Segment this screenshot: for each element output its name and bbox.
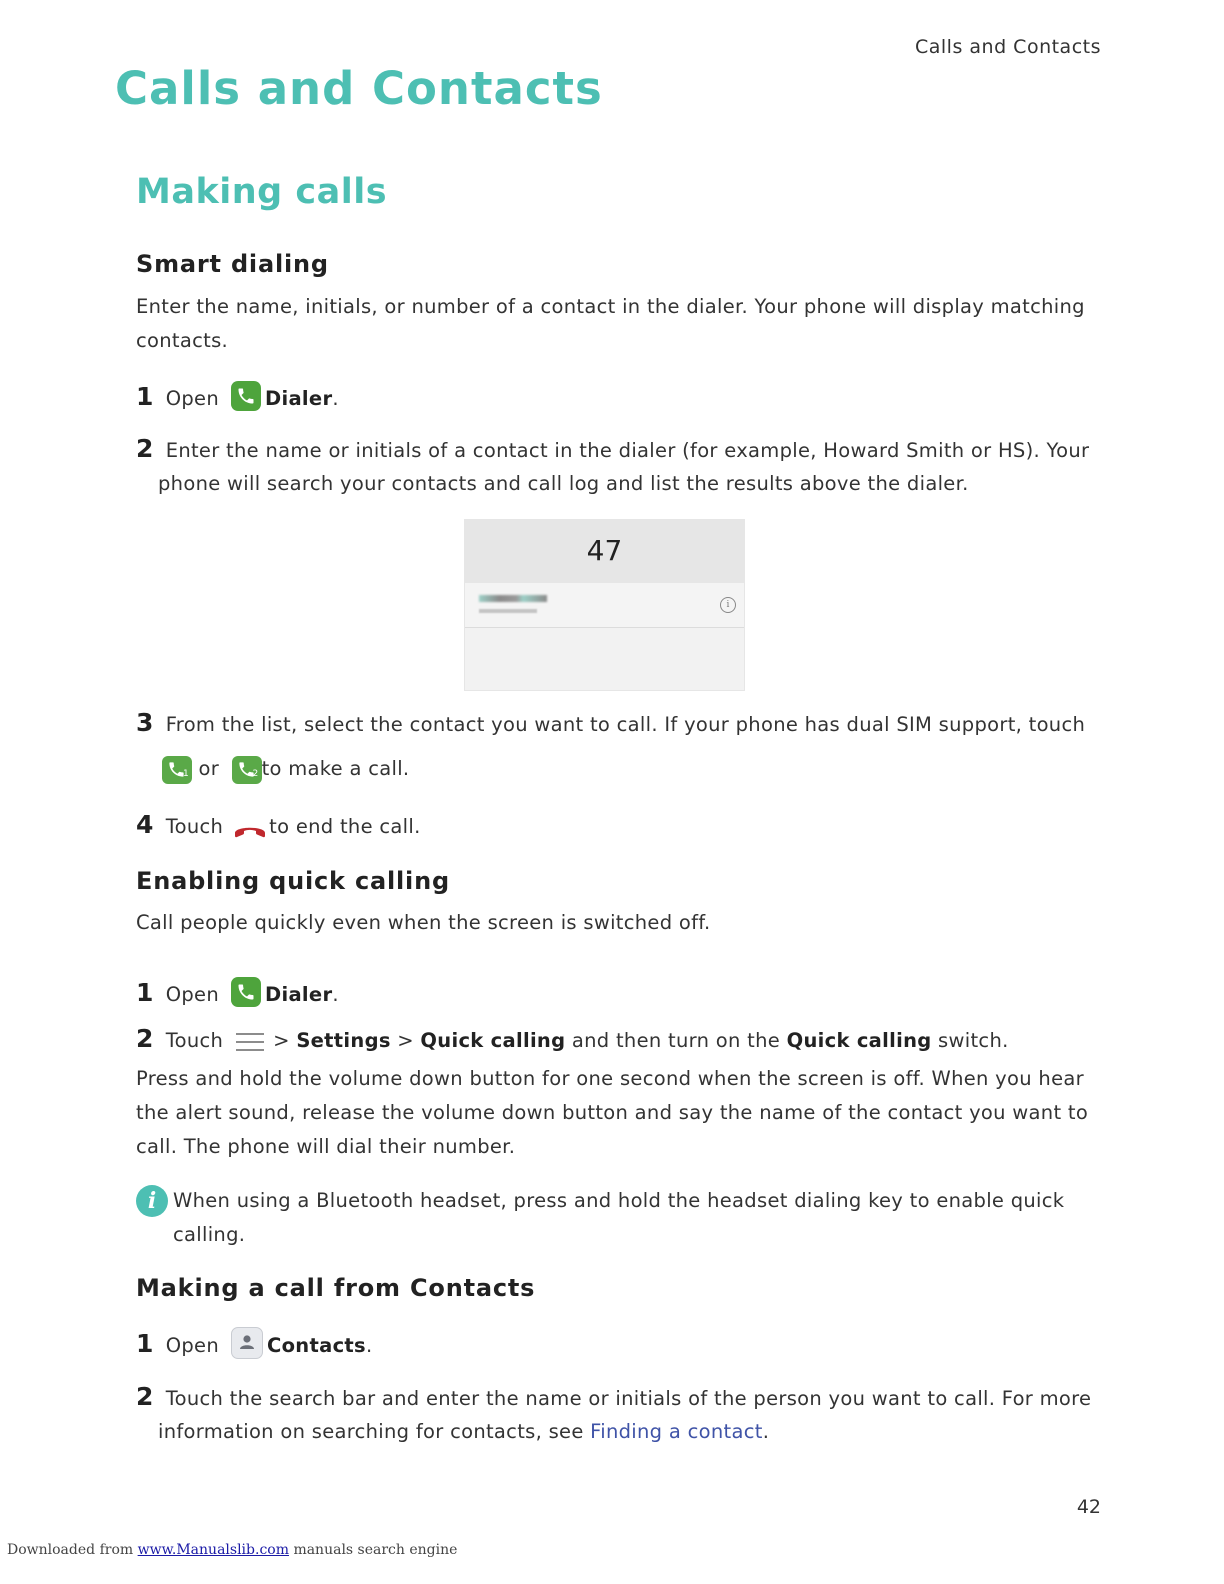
or-text: or bbox=[198, 757, 220, 780]
separator: > bbox=[397, 1029, 414, 1052]
step-end: to make a call. bbox=[261, 757, 410, 780]
download-footer bbox=[7, 1542, 457, 1558]
step-number: 2 bbox=[136, 1024, 154, 1053]
step-number: 3 bbox=[136, 708, 154, 737]
dialer-screenshot bbox=[464, 519, 745, 691]
blurred-contact-number bbox=[479, 609, 537, 613]
chapter-title: Calls and Contacts bbox=[115, 62, 603, 115]
footer-suffix: manuals search engine bbox=[293, 1542, 458, 1558]
page-number: 42 bbox=[1076, 1496, 1101, 1518]
step-text: information on searching for contacts, see bbox=[158, 1420, 584, 1443]
step-number: 1 bbox=[136, 1329, 154, 1358]
quick-calling-step-2 bbox=[136, 1022, 1009, 1058]
step-end: to end the call. bbox=[269, 815, 421, 838]
step-end: . bbox=[365, 1334, 373, 1357]
step-number: 2 bbox=[136, 1382, 154, 1411]
dialer-label: Dialer bbox=[265, 983, 333, 1006]
smart-dialing-step-1 bbox=[136, 380, 339, 416]
quick-calling-heading: Enabling quick calling bbox=[136, 867, 450, 895]
quick-calling-intro: Call people quickly even when the screen is switched off. bbox=[136, 911, 711, 934]
settings-label: Settings bbox=[296, 1029, 391, 1052]
running-header: Calls and Contacts bbox=[914, 36, 1101, 58]
smart-dialing-step-4 bbox=[136, 808, 421, 844]
phone-app-icon bbox=[231, 977, 261, 1007]
smart-dialing-step-3 bbox=[136, 706, 1085, 742]
smart-dialing-step-3-cont bbox=[162, 752, 409, 786]
from-contacts-heading: Making a call from Contacts bbox=[136, 1274, 536, 1302]
quick-calling-label: Quick calling bbox=[420, 1029, 566, 1052]
phone-app-icon bbox=[231, 381, 261, 411]
smart-dialing-heading: Smart dialing bbox=[136, 250, 329, 278]
contacts-label: Contacts bbox=[267, 1334, 366, 1357]
quick-calling-step-1 bbox=[136, 976, 339, 1012]
dialer-label: Dialer bbox=[265, 387, 333, 410]
info-note-icon: i bbox=[136, 1185, 168, 1217]
sim2-call-icon bbox=[232, 756, 262, 784]
end-call-icon bbox=[233, 817, 267, 835]
contact-result-row bbox=[465, 583, 744, 628]
step-number: 2 bbox=[136, 434, 154, 463]
step-end: . bbox=[332, 983, 339, 1006]
step-end: . bbox=[762, 1420, 770, 1443]
step-number: 4 bbox=[136, 810, 154, 839]
step-text: Enter the name or initials of a contact in the dialer (for example, Howard Smith or HS). Your bbox=[165, 439, 1090, 462]
menu-icon bbox=[235, 1029, 265, 1049]
step-number: 1 bbox=[136, 978, 154, 1007]
info-icon: i bbox=[720, 597, 736, 613]
step-text: Open bbox=[165, 1334, 219, 1357]
from-contacts-step-2 bbox=[136, 1380, 1091, 1416]
smart-dialing-step-2 bbox=[136, 432, 1089, 468]
step-text: Touch bbox=[165, 815, 224, 838]
section-title: Making calls bbox=[136, 172, 388, 212]
separator: > bbox=[273, 1029, 290, 1052]
from-contacts-step-2-cont bbox=[158, 1415, 769, 1449]
step-text: Open bbox=[165, 387, 219, 410]
step-end: switch. bbox=[938, 1029, 1009, 1052]
typed-number: 47 bbox=[586, 534, 623, 567]
step-text: From the list, select the contact you want to call. If your phone has dual SIM support, touch bbox=[165, 713, 1086, 736]
step-text: Touch the search bar and enter the name or initials of the person you want to call. For more bbox=[165, 1387, 1092, 1410]
contacts-app-icon bbox=[231, 1327, 263, 1359]
bluetooth-note: When using a Bluetooth headset, press and hold the headset dialing key to enable quick calling. bbox=[173, 1189, 1065, 1246]
quick-calling-switch-label: Quick calling bbox=[786, 1029, 932, 1052]
sim2-number: 2 bbox=[252, 768, 259, 779]
from-contacts-step-1 bbox=[136, 1327, 372, 1363]
blurred-contact-name bbox=[479, 595, 547, 602]
step-number: 1 bbox=[136, 382, 154, 411]
smart-dialing-step-2-cont: phone will search your contacts and call log and list the results above the dialer. bbox=[158, 472, 969, 495]
sim1-call-icon bbox=[162, 756, 192, 784]
quick-calling-body: Press and hold the volume down button for one second when the screen is off. When you hear the alert sound, release the volume down button and say the name of the contact you want to call. The phone will dial their number. bbox=[136, 1067, 1089, 1158]
finding-a-contact-link[interactable]: Finding a contact bbox=[590, 1420, 763, 1443]
sim1-number: 1 bbox=[182, 768, 189, 779]
step-text: Touch bbox=[165, 1029, 224, 1052]
manualslib-link[interactable]: www.Manualslib.com bbox=[137, 1542, 289, 1558]
dialer-input-area bbox=[465, 520, 744, 583]
footer-prefix: Downloaded from bbox=[7, 1542, 134, 1558]
smart-dialing-intro: Enter the name, initials, or number of a contact in the dialer. Your phone will display matching contacts. bbox=[136, 295, 1085, 352]
step-text-mid: and then turn on the bbox=[571, 1029, 781, 1052]
step-end: . bbox=[332, 387, 339, 410]
step-text: Open bbox=[165, 983, 219, 1006]
